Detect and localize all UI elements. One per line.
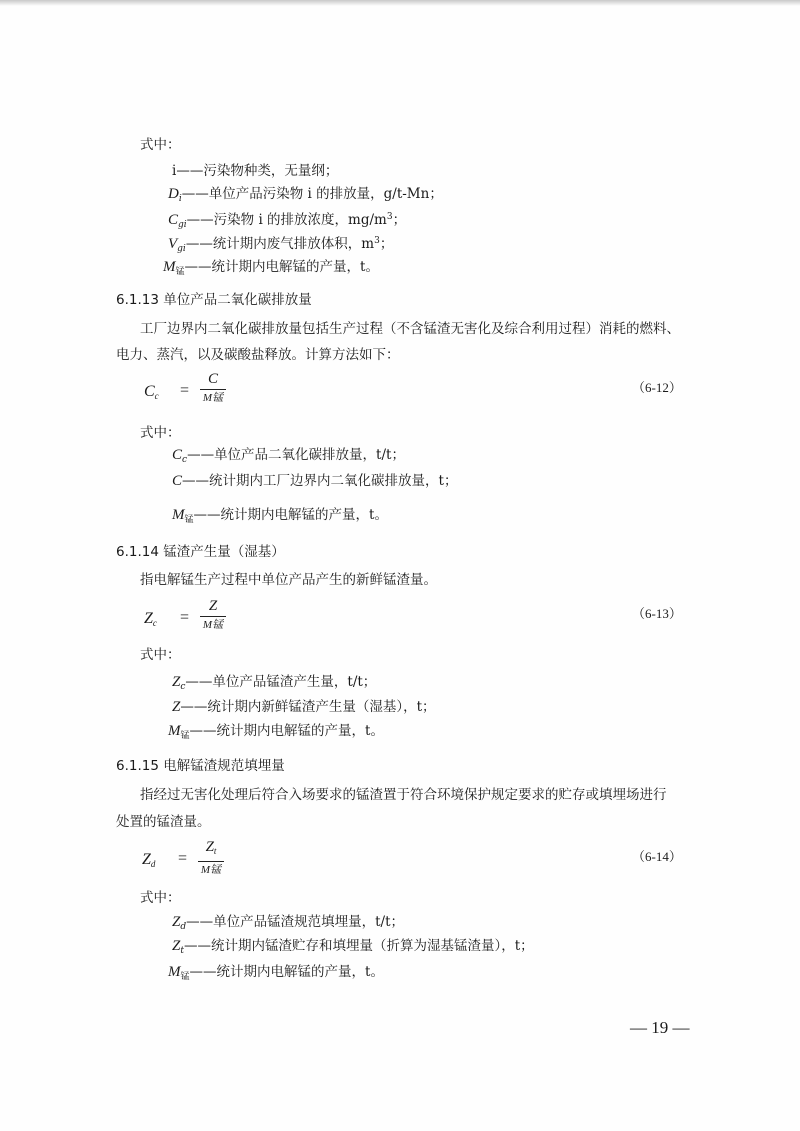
def-v-end: ；: [379, 236, 394, 252]
def-i: [172, 162, 338, 180]
section-heading-6-1-15: 6.1.15 电解锰渣规范填埋量: [116, 758, 285, 774]
def-v-sup: 3: [374, 236, 380, 246]
def-zd: $Z_d——$单位产品锰渣规范填埋量，t/t；: [172, 914, 405, 932]
def-c-sub: gi: [178, 220, 187, 230]
def-c-text: ——污染物 i 的排放浓度，mg/m: [186, 212, 387, 228]
fraction-bar: [200, 616, 226, 617]
where-label: 式中：: [140, 890, 181, 906]
paragraph-line: 工厂边界内二氧化碳排放量包括生产过程（不含锰渣无害化及综合利用过程）消耗的燃料、: [140, 321, 680, 337]
def-v-sub: gi: [177, 244, 186, 254]
where-label: 式中：: [140, 137, 181, 153]
equals-sign: =: [180, 609, 190, 626]
section-heading-6-1-13: 6.1.13 单位产品二氧化碳排放量: [116, 292, 312, 308]
formula-6-14: [142, 838, 262, 882]
def-v: [168, 232, 393, 258]
paragraph-line: 指经过无害化处理后符合入场要求的锰渣置于符合环境保护规定要求的贮存或填埋场进行: [140, 787, 667, 803]
fraction-bar: [200, 389, 226, 390]
denominator: M锰: [200, 864, 222, 876]
def-m: $M_锰——$统计期内电解锰的产量，t。: [168, 723, 384, 741]
formula-6-13: [144, 597, 264, 641]
fraction: [200, 597, 226, 632]
def-m-sub: 锰: [175, 267, 185, 277]
equation-number: （6-12）: [632, 380, 682, 395]
fraction: [198, 838, 224, 877]
page-number: — 19 —: [630, 1018, 690, 1037]
numerator: $Z_t$: [205, 839, 217, 856]
def-v-symbol: V: [168, 236, 178, 252]
numerator: C: [207, 371, 218, 387]
def-i-text: i——污染物种类，无量纲；: [172, 163, 339, 179]
def-z: Z——统计期内新鲜锰渣产生量（湿基），t；: [172, 699, 436, 715]
denominator: M锰: [202, 392, 224, 404]
def-m: $M_锰——$统计期内电解锰的产量，t。: [172, 507, 388, 525]
formula-lhs: $C_c$: [144, 383, 159, 401]
equals-sign: =: [180, 382, 190, 399]
def-c-total: C——统计期内工厂边界内二氧化碳排放量，t；: [172, 473, 458, 489]
equation-number: （6-13）: [632, 606, 682, 621]
def-m: [163, 258, 379, 281]
formula-6-12: [144, 370, 264, 414]
section-heading-6-1-14: 6.1.14 锰渣产生量（湿基）: [116, 544, 285, 560]
def-d-symbol: D: [168, 186, 179, 202]
where-label: 式中：: [140, 425, 181, 441]
scan-edge: [0, 0, 800, 6]
formula-lhs: $Z_d$: [142, 851, 156, 869]
def-c-end: ；: [392, 212, 407, 228]
paragraph-line: 电力、蒸汽，以及碳酸盐释放。计算方法如下：: [116, 347, 400, 363]
formula-lhs: $Z_c$: [144, 610, 157, 628]
equals-sign: =: [178, 850, 188, 867]
def-d: [168, 185, 443, 208]
def-m-symbol: M: [163, 259, 176, 275]
def-c-symbol: C: [168, 212, 179, 228]
def-cc: $C_c——$单位产品二氧化碳排放量，t/t；: [172, 447, 405, 465]
def-zt: $Z_t——$统计期内锰渣贮存和填埋量（折算为湿基锰渣量），t；: [172, 938, 534, 956]
equation-number: （6-14）: [632, 849, 682, 864]
numerator: Z: [208, 598, 218, 614]
def-d-text: ——单位产品污染物 i 的排放量，g/t-Mn；: [181, 186, 443, 202]
where-label: 式中：: [140, 647, 181, 663]
fraction-bar: [198, 861, 224, 862]
denominator: M锰: [202, 619, 224, 631]
paragraph-line: 处置的锰渣量。: [116, 814, 211, 830]
def-v-text: ——统计期内废气排放体积，m: [185, 236, 375, 252]
def-c-sup: 3: [386, 212, 393, 222]
def-d-sub: i: [178, 194, 182, 204]
fraction: [200, 370, 226, 405]
paragraph-line: 指电解锰生产过程中单位产品产生的新鲜锰渣量。: [140, 572, 437, 588]
def-m-text: ——统计期内电解锰的产量，t。: [184, 259, 379, 275]
def-zc: $Z_c——$单位产品锰渣产生量，t/t；: [172, 674, 377, 692]
def-c: [168, 208, 406, 234]
def-m: $M_锰——$统计期内电解锰的产量，t。: [168, 964, 384, 982]
